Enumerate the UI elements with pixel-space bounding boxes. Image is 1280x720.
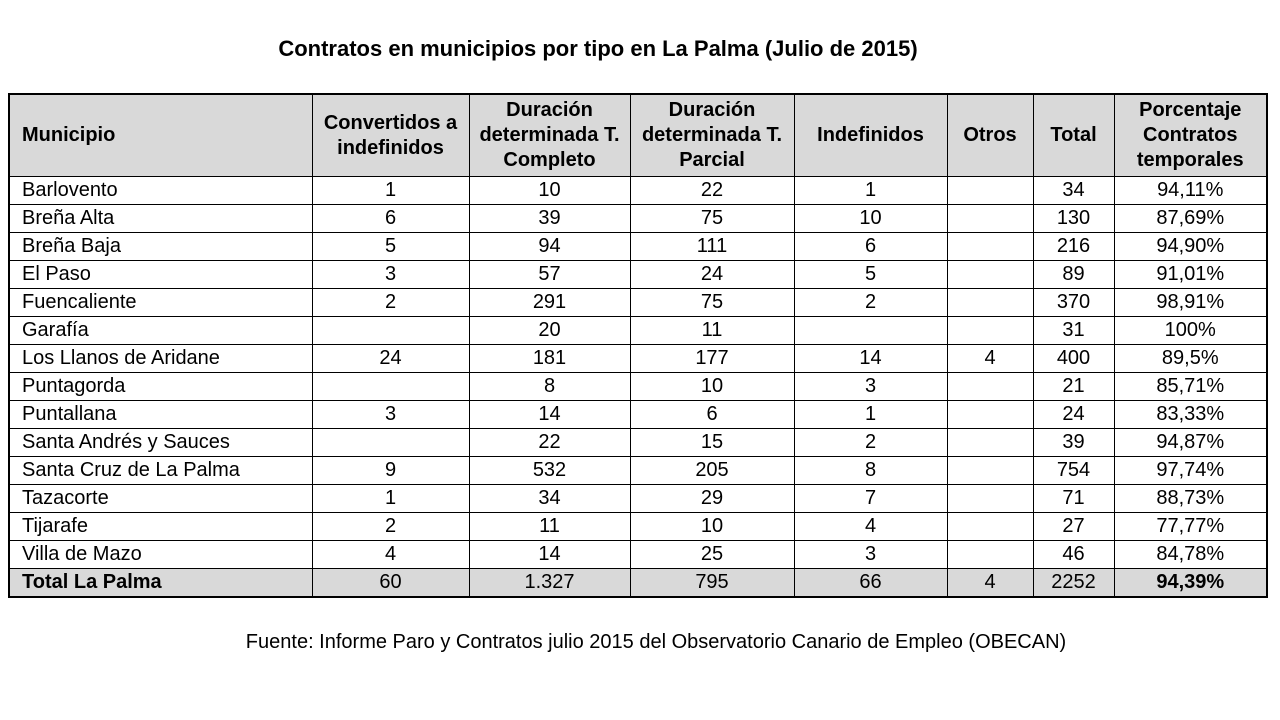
contracts-table	[8, 93, 1268, 598]
table-body	[9, 177, 1267, 598]
total-cell-convertidos: 60	[312, 569, 469, 598]
cell-convertidos: 5	[312, 233, 469, 261]
cell-otros	[947, 485, 1033, 513]
cell-municipio: Breña Baja	[9, 233, 312, 261]
header-convertidos: Convertidos a indefinidos	[312, 94, 469, 177]
cell-total: 754	[1033, 457, 1114, 485]
cell-indefinidos: 2	[794, 289, 947, 317]
cell-duracion-completo: 14	[469, 541, 630, 569]
cell-duracion-parcial: 24	[630, 261, 794, 289]
cell-porcentaje: 85,71%	[1114, 373, 1267, 401]
table-row	[9, 177, 1267, 205]
cell-duracion-completo: 8	[469, 373, 630, 401]
cell-convertidos: 3	[312, 261, 469, 289]
total-cell-duracion-completo: 1.327	[469, 569, 630, 598]
table-row	[9, 317, 1267, 345]
cell-total: 130	[1033, 205, 1114, 233]
cell-porcentaje: 94,87%	[1114, 429, 1267, 457]
cell-municipio: Tazacorte	[9, 485, 312, 513]
table-row	[9, 373, 1267, 401]
cell-duracion-completo: 94	[469, 233, 630, 261]
cell-otros	[947, 317, 1033, 345]
cell-convertidos	[312, 373, 469, 401]
table-header	[9, 94, 1267, 177]
total-cell-indefinidos: 66	[794, 569, 947, 598]
cell-municipio: Los Llanos de Aridane	[9, 345, 312, 373]
cell-indefinidos: 7	[794, 485, 947, 513]
header-porcentaje: Porcentaje Contratos temporales	[1114, 94, 1267, 177]
cell-indefinidos: 14	[794, 345, 947, 373]
cell-duracion-parcial: 29	[630, 485, 794, 513]
table-row	[9, 233, 1267, 261]
table-row	[9, 345, 1267, 373]
cell-convertidos: 2	[312, 289, 469, 317]
cell-total: 27	[1033, 513, 1114, 541]
cell-duracion-parcial: 10	[630, 373, 794, 401]
cell-municipio: Puntagorda	[9, 373, 312, 401]
cell-indefinidos: 2	[794, 429, 947, 457]
cell-otros	[947, 457, 1033, 485]
cell-duracion-completo: 22	[469, 429, 630, 457]
cell-indefinidos: 5	[794, 261, 947, 289]
cell-duracion-parcial: 6	[630, 401, 794, 429]
table-row	[9, 485, 1267, 513]
table-row	[9, 429, 1267, 457]
cell-porcentaje: 89,5%	[1114, 345, 1267, 373]
cell-total: 31	[1033, 317, 1114, 345]
cell-municipio: Santa Andrés y Sauces	[9, 429, 312, 457]
header-indefinidos: Indefinidos	[794, 94, 947, 177]
cell-municipio: El Paso	[9, 261, 312, 289]
cell-indefinidos: 1	[794, 401, 947, 429]
cell-indefinidos: 1	[794, 177, 947, 205]
cell-otros	[947, 289, 1033, 317]
cell-indefinidos: 10	[794, 205, 947, 233]
header-otros: Otros	[947, 94, 1033, 177]
table-row	[9, 457, 1267, 485]
cell-total: 21	[1033, 373, 1114, 401]
table-row	[9, 261, 1267, 289]
cell-duracion-completo: 14	[469, 401, 630, 429]
cell-duracion-parcial: 177	[630, 345, 794, 373]
header-duracion-completo: Duración determinada T. Completo	[469, 94, 630, 177]
cell-porcentaje: 84,78%	[1114, 541, 1267, 569]
header-row	[9, 94, 1267, 177]
cell-otros	[947, 261, 1033, 289]
cell-duracion-completo: 181	[469, 345, 630, 373]
source-note: Fuente: Informe Paro y Contratos julio 2015 del Observatorio Canario de Empleo (OBECAN)	[245, 631, 1067, 653]
total-cell-duracion-parcial: 795	[630, 569, 794, 598]
cell-otros	[947, 513, 1033, 541]
table-row	[9, 205, 1267, 233]
total-row	[9, 569, 1267, 598]
table-row	[9, 541, 1267, 569]
cell-duracion-parcial: 75	[630, 289, 794, 317]
cell-convertidos: 1	[312, 177, 469, 205]
cell-duracion-completo: 34	[469, 485, 630, 513]
cell-total: 370	[1033, 289, 1114, 317]
cell-convertidos: 2	[312, 513, 469, 541]
cell-duracion-parcial: 11	[630, 317, 794, 345]
cell-porcentaje: 88,73%	[1114, 485, 1267, 513]
table-row	[9, 513, 1267, 541]
cell-otros	[947, 177, 1033, 205]
cell-total: 216	[1033, 233, 1114, 261]
cell-duracion-completo: 10	[469, 177, 630, 205]
cell-otros	[947, 373, 1033, 401]
cell-duracion-parcial: 10	[630, 513, 794, 541]
table-row	[9, 401, 1267, 429]
cell-duracion-completo: 532	[469, 457, 630, 485]
cell-duracion-parcial: 22	[630, 177, 794, 205]
cell-convertidos	[312, 317, 469, 345]
cell-duracion-completo: 11	[469, 513, 630, 541]
cell-municipio: Santa Cruz de La Palma	[9, 457, 312, 485]
cell-duracion-parcial: 75	[630, 205, 794, 233]
cell-otros	[947, 205, 1033, 233]
cell-duracion-completo: 20	[469, 317, 630, 345]
cell-porcentaje: 91,01%	[1114, 261, 1267, 289]
cell-indefinidos: 6	[794, 233, 947, 261]
cell-duracion-parcial: 111	[630, 233, 794, 261]
cell-municipio: Puntallana	[9, 401, 312, 429]
cell-otros: 4	[947, 345, 1033, 373]
total-cell-total: 2252	[1033, 569, 1114, 598]
cell-convertidos: 1	[312, 485, 469, 513]
cell-total: 89	[1033, 261, 1114, 289]
cell-porcentaje: 94,90%	[1114, 233, 1267, 261]
total-cell-porcentaje: 94,39%	[1114, 569, 1267, 598]
cell-porcentaje: 100%	[1114, 317, 1267, 345]
header-duracion-parcial: Duración determinada T. Parcial	[630, 94, 794, 177]
cell-municipio: Fuencaliente	[9, 289, 312, 317]
cell-porcentaje: 98,91%	[1114, 289, 1267, 317]
cell-municipio: Tijarafe	[9, 513, 312, 541]
cell-duracion-completo: 291	[469, 289, 630, 317]
table-row	[9, 289, 1267, 317]
cell-indefinidos: 3	[794, 373, 947, 401]
cell-convertidos: 24	[312, 345, 469, 373]
cell-duracion-completo: 57	[469, 261, 630, 289]
cell-total: 71	[1033, 485, 1114, 513]
cell-indefinidos: 3	[794, 541, 947, 569]
cell-otros	[947, 429, 1033, 457]
cell-municipio: Breña Alta	[9, 205, 312, 233]
cell-total: 400	[1033, 345, 1114, 373]
total-cell-municipio: Total La Palma	[9, 569, 312, 598]
cell-convertidos	[312, 429, 469, 457]
cell-total: 34	[1033, 177, 1114, 205]
cell-otros	[947, 233, 1033, 261]
cell-porcentaje: 83,33%	[1114, 401, 1267, 429]
cell-indefinidos: 4	[794, 513, 947, 541]
cell-duracion-parcial: 15	[630, 429, 794, 457]
header-total: Total	[1033, 94, 1114, 177]
cell-otros	[947, 401, 1033, 429]
cell-duracion-parcial: 25	[630, 541, 794, 569]
cell-convertidos: 3	[312, 401, 469, 429]
cell-total: 39	[1033, 429, 1114, 457]
cell-otros	[947, 541, 1033, 569]
cell-porcentaje: 77,77%	[1114, 513, 1267, 541]
page-title: Contratos en municipios por tipo en La Palma (Julio de 2015)	[278, 36, 918, 61]
cell-indefinidos: 8	[794, 457, 947, 485]
cell-porcentaje: 97,74%	[1114, 457, 1267, 485]
header-municipio: Municipio	[9, 94, 312, 177]
cell-duracion-parcial: 205	[630, 457, 794, 485]
cell-municipio: Garafía	[9, 317, 312, 345]
cell-indefinidos	[794, 317, 947, 345]
cell-duracion-completo: 39	[469, 205, 630, 233]
total-cell-otros: 4	[947, 569, 1033, 598]
cell-convertidos: 9	[312, 457, 469, 485]
cell-total: 46	[1033, 541, 1114, 569]
cell-convertidos: 4	[312, 541, 469, 569]
cell-convertidos: 6	[312, 205, 469, 233]
cell-porcentaje: 94,11%	[1114, 177, 1267, 205]
cell-municipio: Barlovento	[9, 177, 312, 205]
cell-municipio: Villa de Mazo	[9, 541, 312, 569]
cell-total: 24	[1033, 401, 1114, 429]
cell-porcentaje: 87,69%	[1114, 205, 1267, 233]
